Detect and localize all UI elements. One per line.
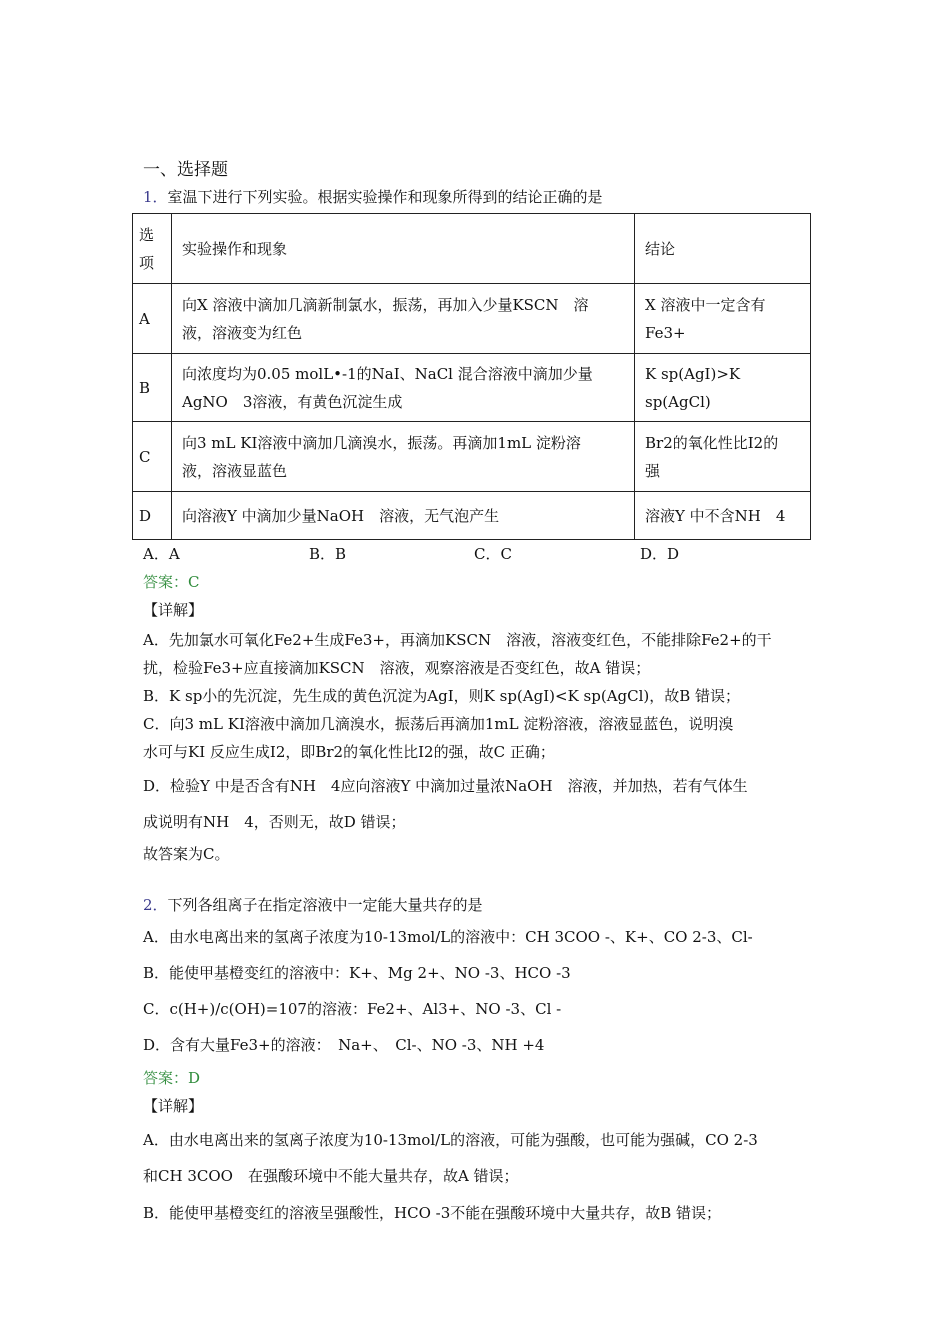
experiment-table [132,213,811,540]
option-c: C．c(H+)/c(OH)=107的溶液：Fe2+、Al3+、NO -3、Cl - [143,1000,562,1018]
table-header-row [133,214,811,284]
explain-line: B．K sp小的先沉淀，先生成的黄色沉淀为AgI，则K sp(AgI)<K sp(AgCl)，故B 错误； [143,687,741,705]
option-a: A．由水电离出来的氢离子浓度为10-13mol/L的溶液中：CH 3COO -、K+、CO 2-3、Cl- [143,928,753,946]
table-row: A 向X 溶液中滴加几滴新制氯水，振荡，再加入少量KSCN 溶 液，溶液变为红色 X 溶液中一定含有 Fe3+ [133,284,811,354]
table-header-cell: 实验操作和现象 [172,214,635,284]
question-1-stem: 1．室温下进行下列实验。根据实验操作和现象所得到的结论正确的是 [143,188,603,206]
explain-line: C．向3 mL KI溶液中滴加几滴溴水，振荡后再滴加1mL 淀粉溶液，溶液显蓝色，说明溴 [143,715,734,733]
question-1-detail-title: 【详解】 [143,601,204,619]
table-row: D 向溶液Y 中滴加少量NaOH 溶液，无气泡产生 溶液Y 中不含NH 4 [133,492,811,540]
explain-line: B．能使甲基橙变红的溶液呈强酸性，HCO -3不能在强酸环境中大量共存，故B 错误； [143,1204,722,1222]
table-row: B 向浓度均为0.05 molL•-1的NaI、NaCl 混合溶液中滴加少量 AgNO 3溶液，有黄色沉淀生成 K sp(AgI)>K sp(AgCl) [133,354,811,422]
question-number: 2． [143,896,168,914]
explain-line: D．检验Y 中是否含有NH 4应向溶液Y 中滴加过量浓NaOH 溶液，并加热，若有气体生 [143,777,748,795]
question-number: 1． [143,188,168,206]
option-d: D．D [640,545,680,563]
question-2-detail-title: 【详解】 [143,1097,204,1115]
option-c: C．C [474,545,512,563]
table-row: C 向3 mL KI溶液中滴加几滴溴水，振荡。再滴加1mL 淀粉溶 液，溶液显蓝色 Br2的氧化性比I2的 强 [133,422,811,492]
explain-line: 和CH 3COO 在强酸环境中不能大量共存，故A 错误； [143,1167,519,1185]
option-a: A．A [143,545,180,563]
explain-line: A．先加氯水可氧化Fe2+生成Fe3+，再滴加KSCN 溶液，溶液变红色，不能排除Fe2+的干 [143,631,772,649]
option-b: B．能使甲基橙变红的溶液中：K+、Mg 2+、NO -3、HCO -3 [143,964,571,982]
option-d: D．含有大量Fe3+的溶液： Na+、 Cl-、NO -3、NH +4 [143,1036,545,1054]
explain-line: 扰，检验Fe3+应直接滴加KSCN 溶液，观察溶液是否变红色，故A 错误； [143,659,651,677]
table-header-cell: 结论 [635,214,811,284]
question-2-stem: 2．下列各组离子在指定溶液中一定能大量共存的是 [143,896,483,914]
explain-line: A．由水电离出来的氢离子浓度为10-13mol/L的溶液，可能为强酸，也可能为强碱，CO 2-3 [143,1131,758,1149]
question-2-answer: 答案：D [143,1069,201,1087]
explain-line: 成说明有NH 4，否则无，故D 错误； [143,813,406,831]
table-header-cell: 选 项 [133,214,172,284]
section-title: 一、选择题 [143,160,228,180]
option-b: B．B [309,545,347,563]
explain-line: 故答案为C。 [143,845,230,863]
explain-line: 水可与KI 反应生成I2，即Br2的氧化性比I2的强，故C 正确； [143,743,555,761]
question-1-answer: 答案：C [143,573,200,591]
